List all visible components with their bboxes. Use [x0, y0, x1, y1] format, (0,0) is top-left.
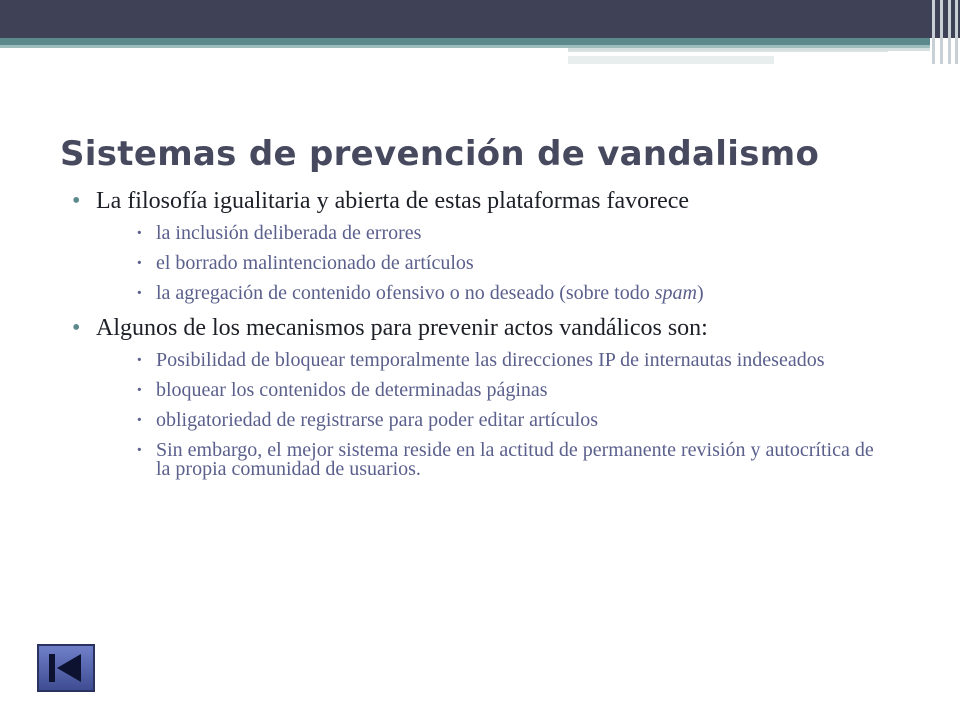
- sub-item-emphasis: spam: [654, 282, 697, 304]
- bullet-item: [72, 190, 892, 303]
- sub-item: · Sin embargo, el mejor sistema reside en la actitud de permanente revisión y autocrítica de la propia comunidad de usuarios.: [96, 441, 892, 479]
- slide-content: [72, 190, 892, 493]
- header-step-decoration: [568, 56, 774, 64]
- bullet-item: [72, 317, 892, 479]
- sub-item: · la inclusión deliberada de errores: [96, 224, 892, 243]
- sub-item-text: la agregación de contenido ofensivo o no deseado (sobre todo: [156, 282, 655, 304]
- skip-to-first-icon: [39, 646, 93, 690]
- header-step-decoration: [568, 51, 888, 55]
- bullet-text: La filosofía igualitaria y abierta de estas plataformas favorece: [96, 188, 690, 214]
- sub-item: · Posibilidad de bloquear temporalmente las direcciones IP de internautas indeseados: [96, 351, 892, 370]
- sub-item: · obligatoriedad de registrarse para poder editar artículos: [96, 411, 892, 430]
- sub-item: · bloquear los contenidos de determinadas páginas: [96, 381, 892, 400]
- sub-list: [96, 224, 892, 303]
- sub-item: [96, 284, 892, 303]
- slide-title: Sistemas de prevención de vandalismo: [60, 134, 820, 174]
- sub-item: · el borrado malintencionado de artículos: [96, 254, 892, 273]
- bullet-text: Algunos de los mecanismos para prevenir actos vandálicos son:: [96, 315, 708, 341]
- first-slide-button[interactable]: [37, 644, 95, 692]
- header-grip-line: [932, 0, 935, 64]
- header-bar: [0, 0, 960, 38]
- sub-list: [96, 351, 892, 479]
- sub-item-text: ): [696, 282, 704, 304]
- header-grip-line: [940, 0, 943, 64]
- header-grip-line: [948, 0, 951, 64]
- header-accent-band: [0, 38, 930, 45]
- header-grip-line: [955, 0, 958, 64]
